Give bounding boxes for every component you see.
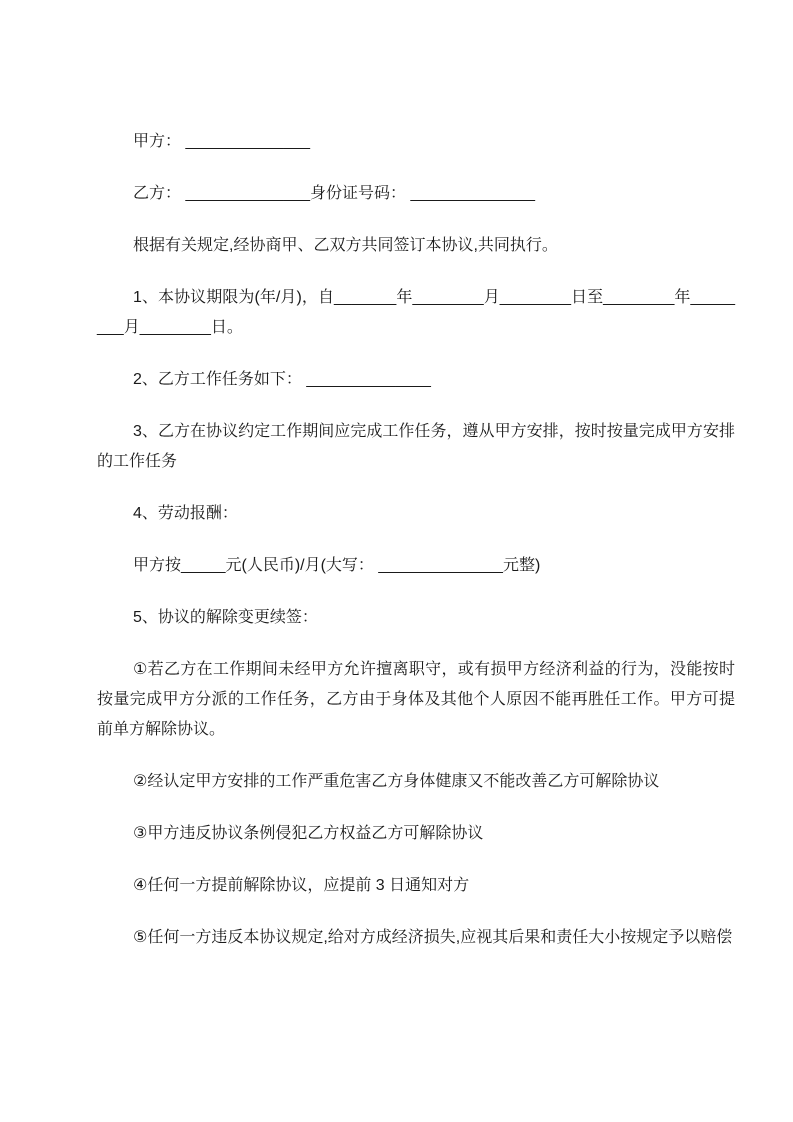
termination-item-2: ②经认定甲方安排的工作严重危害乙方身体健康又不能改善乙方可解除协议: [133, 773, 660, 790]
clause-3-work-requirements: 3、乙方在协议约定工作期间应完成工作任务，遵从甲方安排，按时按量完成甲方安排的工作任务: [97, 423, 735, 470]
termination-item-5: ⑤任何一方违反本协议规定,给对方成经济损失,应视其后果和责任大小按规定予以赔偿: [133, 929, 733, 946]
party-b-line: 乙方： ______________身份证号码： ______________: [133, 185, 536, 202]
clause-4-remuneration-heading: 4、劳动报酬：: [133, 505, 238, 522]
clause-4-pay-line: 甲方按_____元(人民币)/月(大写： ______________元整): [133, 557, 541, 574]
termination-item-1: ①若乙方在工作期间未经甲方允许擅离职守，或有损甲方经济利益的行为，没能按时按量完成甲方分派的工作任务，乙方由于身体及其他个人原因不能再胜任工作。甲方可提前单方解除协议。: [97, 661, 735, 738]
termination-item-4: ④任何一方提前解除协议，应提前 3 日通知对方: [133, 877, 470, 894]
clause-5-termination-heading: 5、协议的解除变更续签：: [133, 609, 318, 626]
preamble-text: 根据有关规定,经协商甲、乙双方共同签订本协议,共同执行。: [133, 237, 558, 254]
party-a-line: 甲方： ______________: [133, 133, 311, 150]
clause-1-term: 1、本协议期限为(年/月)，自_______年________月________日至________年________月________日。: [97, 289, 735, 336]
clause-2-tasks: 2、乙方工作任务如下： ______________: [133, 371, 431, 388]
termination-item-3: ③甲方违反协议条例侵犯乙方权益乙方可解除协议: [133, 825, 484, 842]
